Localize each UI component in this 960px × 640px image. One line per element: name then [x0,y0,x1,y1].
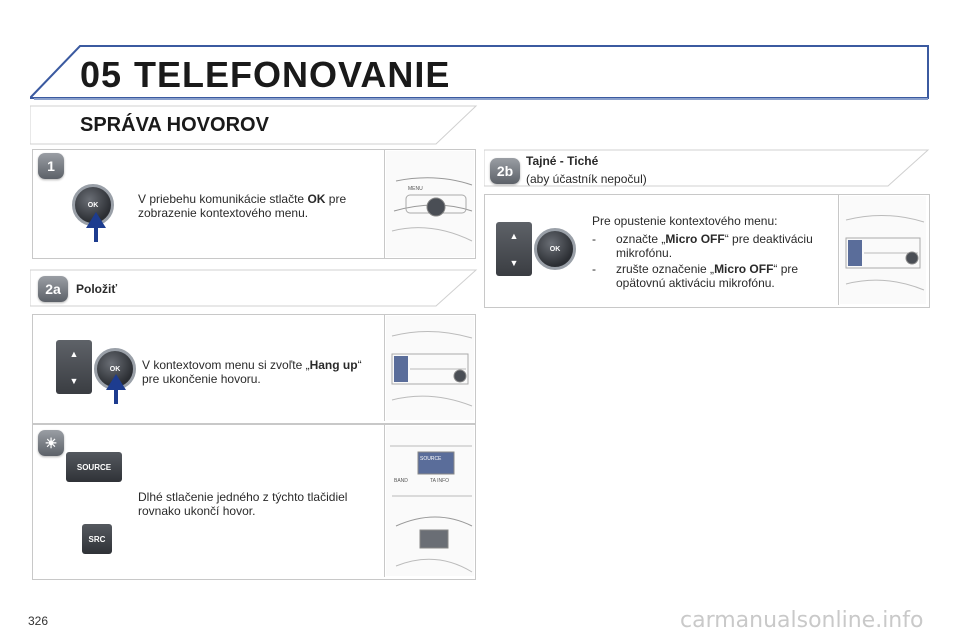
ok-button-icon: OK [94,348,136,390]
ta-info-label: TA INFO [430,478,450,484]
source-button-icon: SOURCE [66,452,122,482]
radio-panel-thumbnail [840,196,926,304]
step-2a-badge: 2a [38,276,68,302]
page-number: 326 [28,614,49,628]
step-1-text: V priebehu komunikácie stlačte OK pre zobrazenie kontextového menu. [138,192,347,220]
arrow-pad-icon: ▲ ▼ [496,222,532,276]
long-press-divider [384,425,385,577]
step-2b-title: Tajné - Tiché [526,154,599,168]
menu-label: MENU [408,186,423,192]
chapter-title: TELEFONOVANIE [134,54,451,95]
press-arrow-icon [86,212,106,242]
hang-up-divider [384,315,385,421]
source-thumb-label: SOURCE [420,456,442,462]
src-button-icon: SRC [82,524,112,554]
step-1-badge: 1 [38,153,64,179]
watermark: carmanualsonline.info [680,608,924,633]
radio-panel-thumbnail [386,151,474,257]
step-2b-badge: 2b [490,158,520,184]
radio-panel-thumbnail [386,316,474,420]
micro-off-item-2: zrušte označenie „Micro OFF“ pre opätovnú aktiváciu mikrofónu. [616,262,799,290]
steering-and-radio-thumbnail [386,426,474,576]
micro-off-item-1: označte „Micro OFF“ pre deaktiváciu mikrofónu. [616,232,813,260]
step-1-divider [384,150,385,258]
press-arrow-icon [106,374,126,404]
long-press-text: Dlhé stlačenie jedného z týchto tlačidiel rovnako ukončí hovor. [138,490,348,518]
step-2b-subtitle: (aby účastník nepočul) [526,172,647,186]
step-2a-title: Položiť [76,282,118,296]
section-title: SPRÁVA HOVOROV [80,114,269,136]
chapter-number: 05 [80,54,123,95]
dash-2: - [592,262,596,276]
ok-button-icon: OK [72,184,114,226]
ok-button-icon: OK [534,228,576,270]
exit-menu-intro: Pre opustenie kontextového menu: [592,214,778,228]
band-label: BAND [394,478,408,484]
hang-up-text: V kontextovom menu si zvoľte „Hang up“ pre ukončenie hovoru. [142,358,362,386]
micro-off-divider [838,195,839,305]
arrow-pad-icon: ▲ ▼ [56,340,92,394]
dash-1: - [592,232,596,246]
light-bulb-icon: ☀ [38,430,64,456]
